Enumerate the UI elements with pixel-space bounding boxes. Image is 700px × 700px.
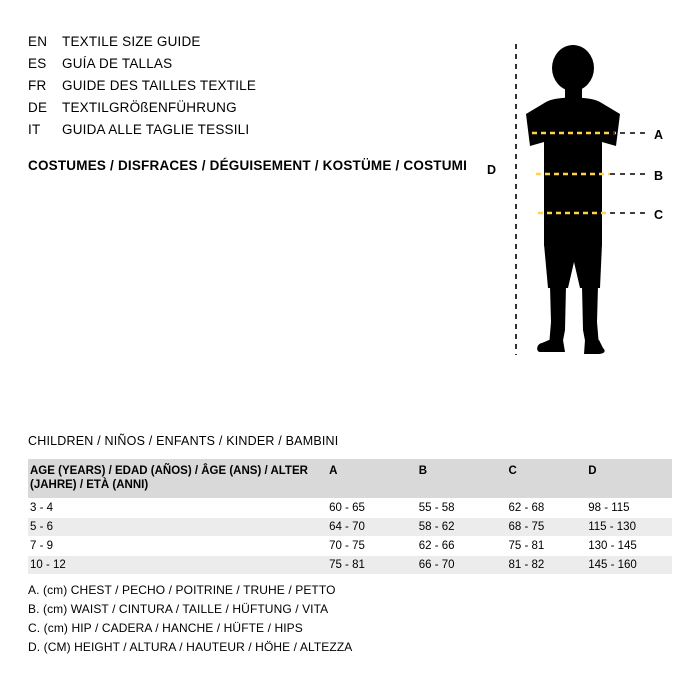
category-line: COSTUMES / DISFRACES / DÉGUISEMENT / KOSTÜME / COSTUMI [28, 158, 468, 173]
legend-line-d: D. (CM) HEIGHT / ALTURA / HAUTEUR / HÖHE / ALTEZZA [28, 640, 353, 654]
cell-d: 98 - 115 [588, 498, 672, 517]
legend-line-c: C. (cm) HIP / CADERA / HANCHE / HÜFTE / HIPS [28, 621, 303, 635]
cell-a: 75 - 81 [329, 555, 419, 574]
cell-a: 64 - 70 [329, 517, 419, 536]
column-header-age: AGE (YEARS) / EDAD (AÑOS) / ÂGE (ANS) / ALTER (JAHRE) / ETÀ (ANNI) [28, 459, 329, 498]
cell-b: 55 - 58 [419, 498, 509, 517]
cell-c: 62 - 68 [508, 498, 588, 517]
column-header-b: B [419, 459, 509, 498]
table-row [28, 517, 672, 536]
size-table [28, 459, 672, 574]
language-code-it: IT [28, 122, 41, 137]
cell-b: 66 - 70 [419, 555, 509, 574]
cell-d: 115 - 130 [588, 517, 672, 536]
cell-c: 68 - 75 [508, 517, 588, 536]
cell-age: 3 - 4 [28, 498, 329, 517]
cell-age: 10 - 12 [28, 555, 329, 574]
language-code-de: DE [28, 100, 48, 115]
table-row [28, 536, 672, 555]
language-text-es: GUÍA DE TALLAS [62, 56, 173, 71]
legend-line-b: B. (cm) WAIST / CINTURA / TAILLE / HÜFTUNG / VITA [28, 602, 329, 616]
child-silhouette-icon [470, 30, 680, 370]
cell-b: 58 - 62 [419, 517, 509, 536]
cell-a: 60 - 65 [329, 498, 419, 517]
cell-d: 145 - 160 [588, 555, 672, 574]
language-list [28, 34, 458, 144]
size-table-area [28, 434, 672, 574]
legend-line-a: A. (cm) CHEST / PECHO / POITRINE / TRUHE / PETTO [28, 583, 336, 597]
column-header-c: C [508, 459, 588, 498]
table-row [28, 555, 672, 574]
language-code-es: ES [28, 56, 47, 71]
cell-age: 5 - 6 [28, 517, 329, 536]
marker-label-d: D [487, 163, 497, 177]
cell-age: 7 - 9 [28, 536, 329, 555]
measurement-legend [28, 584, 528, 660]
language-text-en: TEXTILE SIZE GUIDE [62, 34, 201, 49]
language-row [28, 34, 458, 56]
cell-c: 75 - 81 [508, 536, 588, 555]
marker-label-b: B [654, 169, 664, 183]
language-code-fr: FR [28, 78, 47, 93]
column-header-a: A [329, 459, 419, 498]
language-row [28, 78, 458, 100]
table-section-label: CHILDREN / NIÑOS / ENFANTS / KINDER / BAMBINI [28, 434, 339, 448]
marker-label-c: C [654, 208, 664, 222]
measurement-figure [470, 30, 680, 370]
cell-c: 81 - 82 [508, 555, 588, 574]
cell-a: 70 - 75 [329, 536, 419, 555]
language-code-en: EN [28, 34, 48, 49]
language-row [28, 100, 458, 122]
table-row [28, 498, 672, 517]
language-text-fr: GUIDE DES TAILLES TEXTILE [62, 78, 257, 93]
column-header-d: D [588, 459, 672, 498]
language-row [28, 56, 458, 78]
marker-label-a: A [654, 128, 664, 142]
language-text-it: GUIDA ALLE TAGLIE TESSILI [62, 122, 250, 137]
language-text-de: TEXTILGRÖßENFÜHRUNG [62, 100, 237, 115]
cell-b: 62 - 66 [419, 536, 509, 555]
table-header-row [28, 459, 672, 498]
cell-d: 130 - 145 [588, 536, 672, 555]
language-row [28, 122, 458, 144]
